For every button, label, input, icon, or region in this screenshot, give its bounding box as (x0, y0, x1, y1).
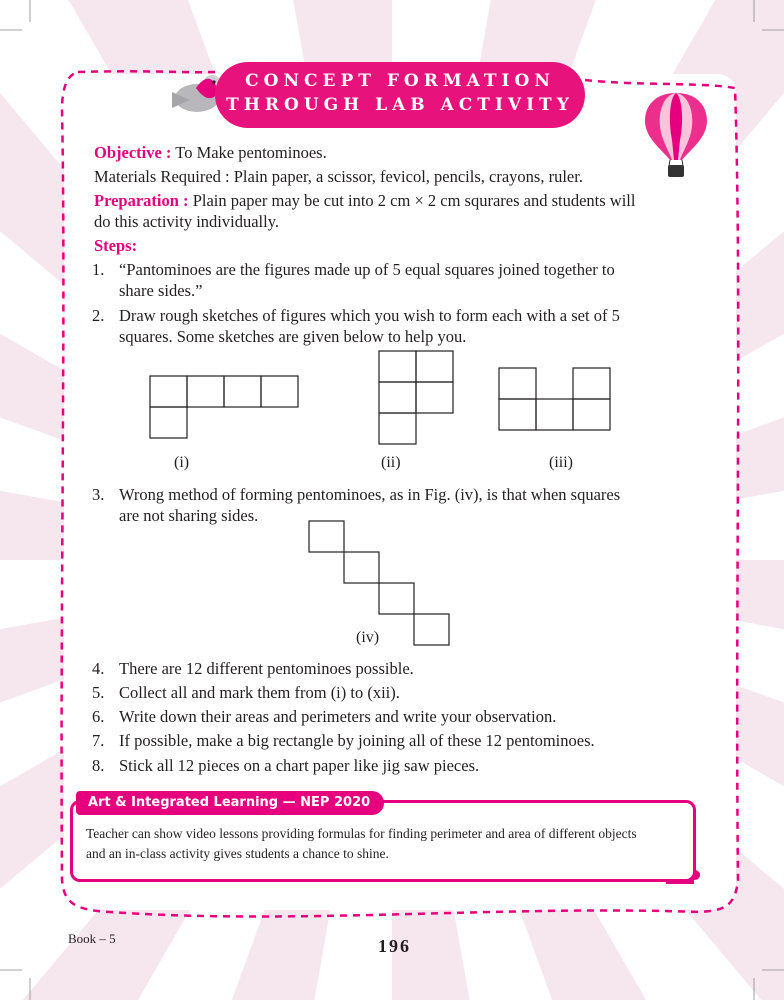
step-text-line: are not sharing sides. (119, 506, 259, 525)
figure-label-i: (i) (174, 454, 190, 471)
step-text-line: “Pantominoes are the figures made up of 5 equal squares joined together to (119, 260, 615, 279)
step-5 (92, 682, 692, 704)
step-2 (92, 305, 692, 349)
figure-label-ii: (ii) (381, 454, 401, 471)
preparation-label: Preparation : (94, 191, 189, 210)
objective-label: Objective : (94, 143, 172, 162)
step-number: 6. (92, 707, 105, 726)
art-integrated-text (86, 824, 686, 864)
step-text-line: Write down their areas and perimeters and write your observation. (119, 707, 557, 726)
book-label: Book – 5 (68, 931, 116, 946)
objective-line (94, 142, 327, 164)
step-1 (92, 259, 692, 303)
title-line-1: CONCEPT FORMATION (245, 71, 555, 91)
step-4 (92, 658, 692, 680)
title-banner (215, 62, 585, 128)
art-integrated-title: Art & Integrated Learning — NEP 2020 (76, 791, 384, 815)
step-7 (92, 730, 692, 752)
step-number: 1. (92, 260, 105, 279)
step-6 (92, 706, 692, 728)
step-text-line: Collect all and mark them from (i) to (xii). (119, 683, 400, 702)
step-text-line: squares. Some sketches are given below to help you. (119, 327, 467, 346)
step-number: 8. (92, 756, 105, 775)
step-number: 2. (92, 306, 105, 325)
step-text-line: Draw rough sketches of figures which you wish to form each with a set of 5 (119, 306, 620, 325)
materials-line: Materials Required : Plain paper, a scissor, fevicol, pencils, crayons, ruler. (94, 167, 583, 186)
title-line-2: THROUGH LAB ACTIVITY (226, 95, 574, 115)
step-number: 3. (92, 485, 105, 504)
page-number: 196 (378, 936, 411, 956)
step-3 (92, 484, 692, 528)
step-text-line: Stick all 12 pieces on a chart paper like jig saw pieces. (119, 756, 480, 775)
preparation-line-1 (94, 190, 635, 212)
art-text-line-2: and an in-class activity gives students a chance to shine. (86, 846, 389, 861)
art-text-line-1: Teacher can show video lessons providing formulas for finding perimeter and area of different objects (86, 826, 637, 841)
step-text-line: There are 12 different pentominoes possible. (119, 659, 414, 678)
step-number: 4. (92, 659, 105, 678)
figure-label-iv: (iv) (356, 629, 380, 646)
step-number: 5. (92, 683, 105, 702)
objective-text: To Make pentominoes. (171, 143, 327, 162)
step-text-line: share sides.” (119, 281, 203, 300)
preparation-line-2: do this activity individually. (94, 212, 279, 231)
step-text-line: Wrong method of forming pentominoes, as in Fig. (iv), is that when squares (119, 485, 621, 504)
step-text-line: If possible, make a big rectangle by joining all of these 12 pentominoes. (119, 731, 595, 750)
step-number: 7. (92, 731, 105, 750)
figure-label-iii: (iii) (549, 454, 573, 471)
steps-heading: Steps: (94, 236, 138, 255)
preparation-text: Plain paper may be cut into 2 cm × 2 cm squrares and students will (188, 191, 636, 210)
step-8 (92, 755, 692, 777)
